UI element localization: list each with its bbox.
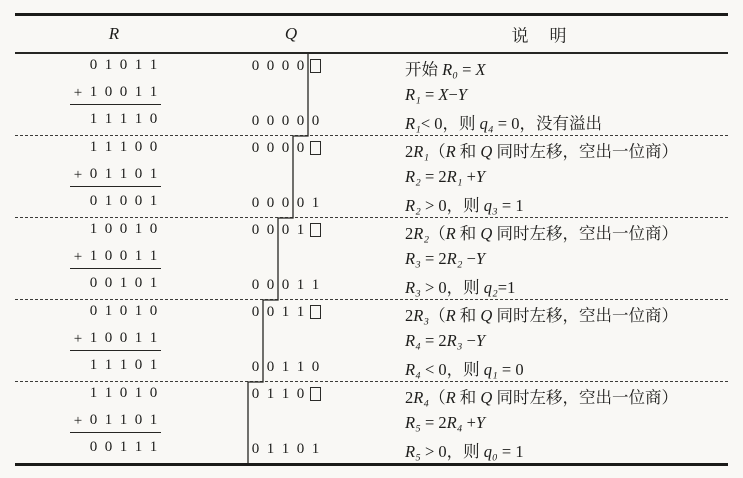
table-row xyxy=(15,108,728,135)
q-bit: 1 xyxy=(296,222,305,238)
q-bit: 0 xyxy=(266,195,275,211)
q-bit: 0 xyxy=(296,441,305,457)
q-bit: 0 xyxy=(251,195,260,211)
table-header-row xyxy=(15,16,728,52)
trace-section xyxy=(15,218,728,299)
r-bit: 1 xyxy=(104,193,113,209)
q-bit: 1 xyxy=(281,386,290,402)
q-bit: 1 xyxy=(296,304,305,320)
empty-quotient-box-icon xyxy=(310,223,321,237)
r-bit: 0 xyxy=(104,221,113,237)
r-bit: 1 xyxy=(149,275,158,291)
q-bit: 0 xyxy=(296,386,305,402)
column-header-note: 说 明 xyxy=(511,26,569,46)
q-register-cell xyxy=(230,223,405,240)
r-bit: 1 xyxy=(104,385,113,401)
q-bit: 0 xyxy=(281,140,290,156)
r-register-cell xyxy=(15,386,230,405)
q-register-cell xyxy=(230,196,405,211)
note-text: 开始 R₀ = X xyxy=(405,59,486,79)
r-bit: 0 xyxy=(119,247,128,264)
q-bit: 1 xyxy=(266,441,275,457)
r-bit: 0 xyxy=(119,385,128,401)
addend-with-sum-rule xyxy=(70,167,161,187)
r-bit: 1 xyxy=(149,247,158,264)
r-bit: 0 xyxy=(104,439,113,455)
r-bit: 0 xyxy=(134,165,143,182)
table-row xyxy=(15,354,728,381)
addend-with-sum-rule xyxy=(70,249,161,269)
trace-section xyxy=(15,300,728,381)
r-bit: 1 xyxy=(104,57,113,73)
note-text: R₁ = X−Y xyxy=(405,84,467,104)
r-bit: 0 xyxy=(149,111,158,127)
r-bit: 1 xyxy=(134,111,143,127)
table-row xyxy=(15,190,728,217)
q-bit: 0 xyxy=(266,304,275,320)
r-bit: 1 xyxy=(89,247,98,264)
q-bit: 0 xyxy=(311,113,320,129)
q-bit: 0 xyxy=(251,386,260,402)
plus-sign: + xyxy=(73,412,83,429)
r-bit: 1 xyxy=(89,139,98,155)
r-value xyxy=(70,276,161,295)
note-text: R₃ = 2R₂ −Y xyxy=(405,248,486,268)
q-bit: 1 xyxy=(281,441,290,457)
q-bit: 0 xyxy=(266,222,275,238)
note-text: 2R₃（R 和 Q 同时左移，空出一位商） xyxy=(405,305,678,325)
note-text: R₅ = 2R₄ +Y xyxy=(405,412,486,432)
r-register-cell xyxy=(15,167,230,187)
empty-quotient-box-icon xyxy=(310,387,321,401)
r-bit: 1 xyxy=(134,329,143,346)
q-bit xyxy=(308,305,323,322)
r-bit: 0 xyxy=(89,275,98,291)
note-text: 2R₂（R 和 Q 同时左移，空出一位商） xyxy=(405,223,678,243)
r-bit: 1 xyxy=(134,385,143,401)
r-bit: 1 xyxy=(149,357,158,373)
r-bit: 1 xyxy=(134,439,143,455)
q-bit: 0 xyxy=(281,58,290,74)
r-register-cell xyxy=(15,440,230,459)
r-register-cell xyxy=(15,222,230,241)
r-bit: 1 xyxy=(104,303,113,319)
bottom-rule xyxy=(15,463,728,466)
table-row xyxy=(15,245,728,272)
table-row xyxy=(15,436,728,463)
table-row xyxy=(15,81,728,108)
note-text: R₁< 0，则 q₄ = 0，没有溢出 xyxy=(405,113,602,133)
q-bit: 1 xyxy=(311,441,320,457)
q-bit xyxy=(308,223,323,240)
r-register-cell xyxy=(15,85,230,105)
r-register-cell xyxy=(15,112,230,131)
table-row xyxy=(15,272,728,299)
q-bit: 0 xyxy=(311,359,320,375)
note-text: R₅ > 0，则 q₀ = 1 xyxy=(405,441,524,461)
r-bit: 0 xyxy=(104,329,113,346)
table-row xyxy=(15,54,728,81)
q-bit: 0 xyxy=(266,359,275,375)
r-bit: 0 xyxy=(104,83,113,100)
table-row xyxy=(15,409,728,436)
addend-with-sum-rule xyxy=(70,331,161,351)
r-bit: 0 xyxy=(134,139,143,155)
plus-sign: + xyxy=(73,248,83,265)
r-bit: 0 xyxy=(119,57,128,73)
r-bit: 0 xyxy=(89,165,98,182)
r-bit: 0 xyxy=(89,303,98,319)
r-bit: 0 xyxy=(134,411,143,428)
plus-sign: + xyxy=(73,330,83,347)
note-text: R₃ > 0，则 q₂=1 xyxy=(405,277,516,297)
r-bit: 1 xyxy=(89,83,98,100)
trace-section xyxy=(15,382,728,463)
r-value xyxy=(70,358,161,377)
q-register-cell xyxy=(230,141,405,158)
r-value xyxy=(70,58,161,77)
note-text: 2R₄（R 和 Q 同时左移，空出一位商） xyxy=(405,387,678,407)
r-bit: 1 xyxy=(149,57,158,73)
r-bit: 0 xyxy=(104,275,113,291)
note-text: 2R₁（R 和 Q 同时左移，空出一位商） xyxy=(405,141,678,161)
q-bit: 0 xyxy=(251,359,260,375)
r-bit: 1 xyxy=(149,83,158,100)
q-bit: 0 xyxy=(251,140,260,156)
r-bit: 0 xyxy=(119,303,128,319)
note-text: R₄ = 2R₃ −Y xyxy=(405,330,486,350)
q-bit: 1 xyxy=(296,359,305,375)
r-bit: 0 xyxy=(134,193,143,209)
r-register-cell xyxy=(15,331,230,351)
q-bit: 0 xyxy=(251,58,260,74)
r-bit: 0 xyxy=(89,57,98,73)
q-register-cell xyxy=(230,278,405,293)
r-bit: 1 xyxy=(104,165,113,182)
r-bit: 0 xyxy=(134,275,143,291)
division-trace-table xyxy=(15,13,728,466)
note-text: R₄ < 0，则 q₁ = 0 xyxy=(405,359,524,379)
q-bit: 0 xyxy=(266,140,275,156)
r-bit: 1 xyxy=(89,111,98,127)
q-bit: 0 xyxy=(281,277,290,293)
q-bit: 0 xyxy=(251,304,260,320)
r-bit: 1 xyxy=(119,165,128,182)
r-bit: 0 xyxy=(89,411,98,428)
r-bit: 1 xyxy=(134,221,143,237)
table-row xyxy=(15,163,728,190)
table-row xyxy=(15,382,728,409)
r-bit: 1 xyxy=(149,165,158,182)
table-row xyxy=(15,300,728,327)
r-bit: 1 xyxy=(104,111,113,127)
q-bit: 1 xyxy=(266,386,275,402)
q-bit: 0 xyxy=(296,140,305,156)
addend-with-sum-rule xyxy=(70,413,161,433)
r-register-cell xyxy=(15,358,230,377)
r-value xyxy=(70,386,161,405)
q-bit: 1 xyxy=(311,195,320,211)
r-bit: 1 xyxy=(119,139,128,155)
r-bit: 0 xyxy=(89,439,98,455)
r-register-cell xyxy=(15,58,230,77)
r-bit: 1 xyxy=(149,439,158,455)
r-bit: 0 xyxy=(89,193,98,209)
r-bit: 1 xyxy=(134,247,143,264)
r-bit: 1 xyxy=(149,193,158,209)
q-bit: 0 xyxy=(266,277,275,293)
r-bit: 1 xyxy=(89,357,98,373)
q-register-cell xyxy=(230,305,405,322)
trace-section xyxy=(15,136,728,217)
q-bit xyxy=(308,141,323,158)
r-register-cell xyxy=(15,194,230,213)
r-register-cell xyxy=(15,140,230,159)
empty-quotient-box-icon xyxy=(310,305,321,319)
r-bit: 0 xyxy=(119,193,128,209)
q-bit xyxy=(308,387,323,404)
r-value xyxy=(70,222,161,241)
q-bit: 1 xyxy=(296,277,305,293)
q-bit: 0 xyxy=(296,113,305,129)
q-register-cell xyxy=(230,360,405,375)
q-bit: 0 xyxy=(296,195,305,211)
r-bit: 1 xyxy=(89,221,98,237)
note-text: R₂ = 2R₁ +Y xyxy=(405,166,486,186)
table-row xyxy=(15,327,728,354)
r-register-cell xyxy=(15,413,230,433)
q-bit: 0 xyxy=(251,277,260,293)
r-bit: 0 xyxy=(149,221,158,237)
r-bit: 1 xyxy=(119,111,128,127)
r-bit: 0 xyxy=(119,83,128,100)
addend-with-sum-rule xyxy=(70,85,161,105)
r-bit: 1 xyxy=(119,275,128,291)
q-bit: 0 xyxy=(266,113,275,129)
r-bit: 1 xyxy=(89,329,98,346)
r-register-cell xyxy=(15,249,230,269)
r-bit: 1 xyxy=(104,139,113,155)
r-bit: 0 xyxy=(149,139,158,155)
r-value xyxy=(70,440,161,459)
q-register-cell xyxy=(230,442,405,457)
q-bit: 1 xyxy=(281,359,290,375)
q-bit: 0 xyxy=(251,113,260,129)
r-bit: 1 xyxy=(119,439,128,455)
r-bit: 1 xyxy=(104,411,113,428)
plus-sign: + xyxy=(73,166,83,183)
q-bit: 0 xyxy=(251,441,260,457)
column-header-q: Q xyxy=(284,24,298,43)
r-bit: 1 xyxy=(149,329,158,346)
table-row xyxy=(15,218,728,245)
table-body xyxy=(15,54,728,463)
q-bit: 0 xyxy=(281,222,290,238)
q-register-cell xyxy=(230,59,405,76)
r-register-cell xyxy=(15,304,230,323)
r-bit: 1 xyxy=(149,411,158,428)
r-bit: 1 xyxy=(119,411,128,428)
r-bit: 0 xyxy=(119,329,128,346)
column-header-r: R xyxy=(108,24,120,43)
note-text: R₂ > 0，则 q₃ = 1 xyxy=(405,195,524,215)
q-bit: 0 xyxy=(281,195,290,211)
r-bit: 1 xyxy=(119,357,128,373)
trace-section xyxy=(15,54,728,135)
q-bit xyxy=(308,59,323,76)
r-value xyxy=(70,140,161,159)
r-bit: 0 xyxy=(119,221,128,237)
r-value xyxy=(70,304,161,323)
q-bit: 1 xyxy=(311,277,320,293)
r-bit: 1 xyxy=(134,57,143,73)
r-bit: 1 xyxy=(104,357,113,373)
r-bit: 1 xyxy=(89,385,98,401)
q-bit: 0 xyxy=(266,58,275,74)
r-bit: 1 xyxy=(134,83,143,100)
q-bit: 0 xyxy=(281,113,290,129)
plus-sign: + xyxy=(73,84,83,101)
r-bit: 0 xyxy=(149,303,158,319)
r-value xyxy=(70,112,161,131)
q-bit: 0 xyxy=(251,222,260,238)
table-row xyxy=(15,136,728,163)
q-bit: 0 xyxy=(296,58,305,74)
q-bit: 1 xyxy=(281,304,290,320)
r-bit: 1 xyxy=(134,303,143,319)
q-register-cell xyxy=(230,387,405,404)
r-bit: 0 xyxy=(104,247,113,264)
empty-quotient-box-icon xyxy=(310,141,321,155)
r-bit: 0 xyxy=(149,385,158,401)
r-value xyxy=(70,194,161,213)
q-register-cell xyxy=(230,114,405,129)
empty-quotient-box-icon xyxy=(310,59,321,73)
r-bit: 0 xyxy=(134,357,143,373)
r-register-cell xyxy=(15,276,230,295)
